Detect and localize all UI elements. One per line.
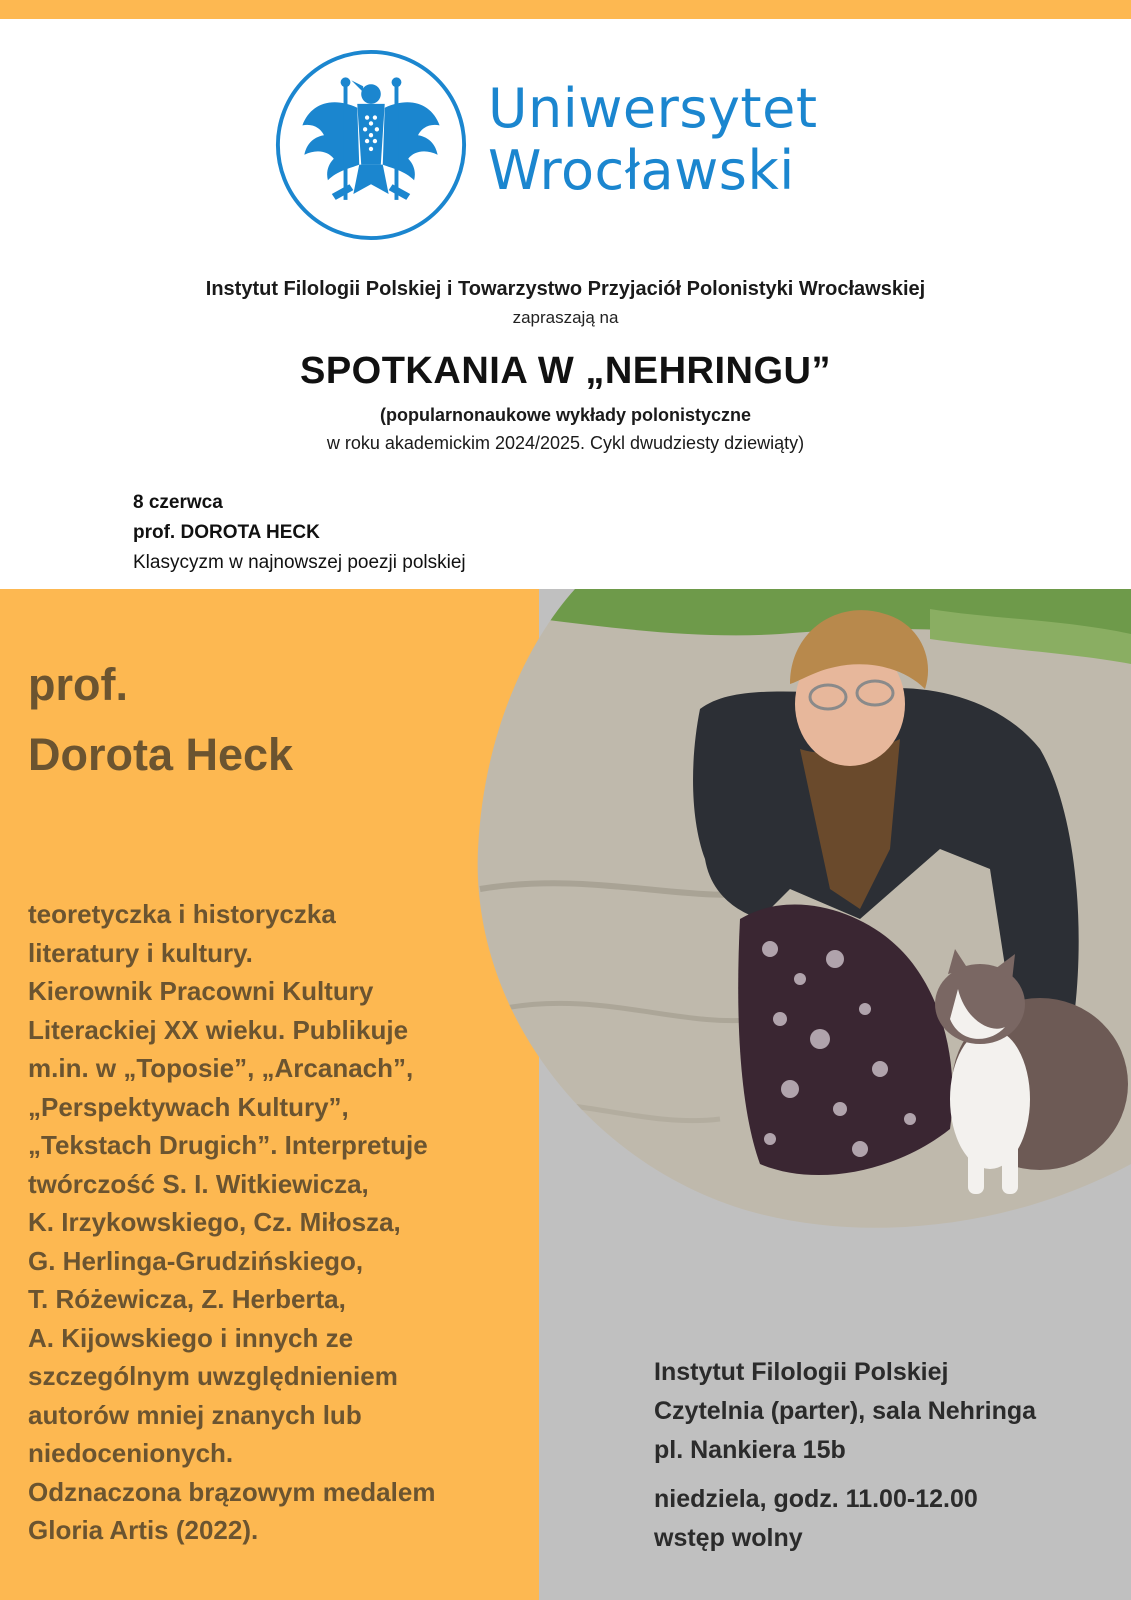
- lecture-info: [133, 488, 466, 578]
- bio-line: „Tekstach Drugich”. Interpretuje: [28, 1130, 428, 1160]
- event-time: niedziela, godz. 11.00-12.00: [654, 1485, 978, 1513]
- bio-line: T. Różewicza, Z. Herberta,: [28, 1284, 346, 1314]
- lecture-topic: Klasycyzm w najnowszej poezji polskiej: [133, 552, 466, 573]
- invite-text: zapraszają na: [512, 308, 619, 327]
- venue-info: [654, 1353, 1036, 1558]
- bio-line: G. Herlinga-Grudzińskiego,: [28, 1245, 364, 1276]
- bio-line: literatury i kultury.: [28, 937, 253, 968]
- bio-line: niedocenionych.: [28, 1438, 234, 1468]
- top-accent-strip: [0, 0, 1131, 19]
- venue-room: Czytelnia (parter), sala Nehringa: [654, 1397, 1037, 1425]
- entry-info: wstęp wolny: [654, 1524, 803, 1552]
- bio-line: „Perspektywach Kultury”,: [28, 1091, 349, 1122]
- venue-address: pl. Nankiera 15b: [654, 1436, 846, 1464]
- venue-institute: Instytut Filologii Polskiej: [654, 1358, 949, 1386]
- lecture-date: 8 czerwca: [133, 492, 223, 513]
- speaker-name: Dorota Heck: [28, 729, 294, 780]
- university-name: [488, 78, 818, 202]
- organizers: Instytut Filologii Polskiej i Towarzystwo Przyjaciół Polonistyki Wrocławskiej: [205, 278, 926, 300]
- bio-line: teoretyczka i historyczka: [28, 899, 336, 929]
- bio-line: autorów mniej znanych lub: [28, 1399, 362, 1430]
- bio-line: twórczość S. I. Witkiewicza,: [28, 1168, 369, 1199]
- university-name-line1: Uniwersytet: [488, 77, 818, 140]
- series-subtitle: (popularnonaukowe wykłady polonistyczne: [379, 405, 752, 425]
- bio-line: Literackiej XX wieku. Publikuje: [28, 1014, 409, 1045]
- bio-line: m.in. w „Toposie”, „Arcanach”,: [28, 1053, 414, 1083]
- speaker-bio: [28, 895, 533, 1550]
- series-year: w roku akademickim 2024/2025. Cykl dwudziesty dziewiąty): [326, 433, 805, 453]
- series-title: SPOTKANIA W „NEHRINGU”: [299, 350, 832, 392]
- bio-line: K. Irzykowskiego, Cz. Miłosza,: [28, 1207, 401, 1237]
- lecture-speaker: prof. DOROTA HECK: [133, 522, 320, 543]
- bio-line: A. Kijowskiego i innych ze: [28, 1322, 354, 1353]
- bio-line: Gloria Artis (2022).: [28, 1515, 259, 1545]
- bio-line: Odznaczona brązowym medalem: [28, 1476, 436, 1507]
- speaker-heading: [28, 650, 293, 790]
- bio-line: Kierownik Pracowni Kultury: [28, 976, 374, 1006]
- bio-line: szczególnym uwzględnieniem: [28, 1361, 398, 1391]
- speaker-title: prof.: [28, 659, 128, 710]
- university-eagle-logo: [273, 47, 469, 243]
- university-name-line2: Wrocławski: [488, 139, 795, 202]
